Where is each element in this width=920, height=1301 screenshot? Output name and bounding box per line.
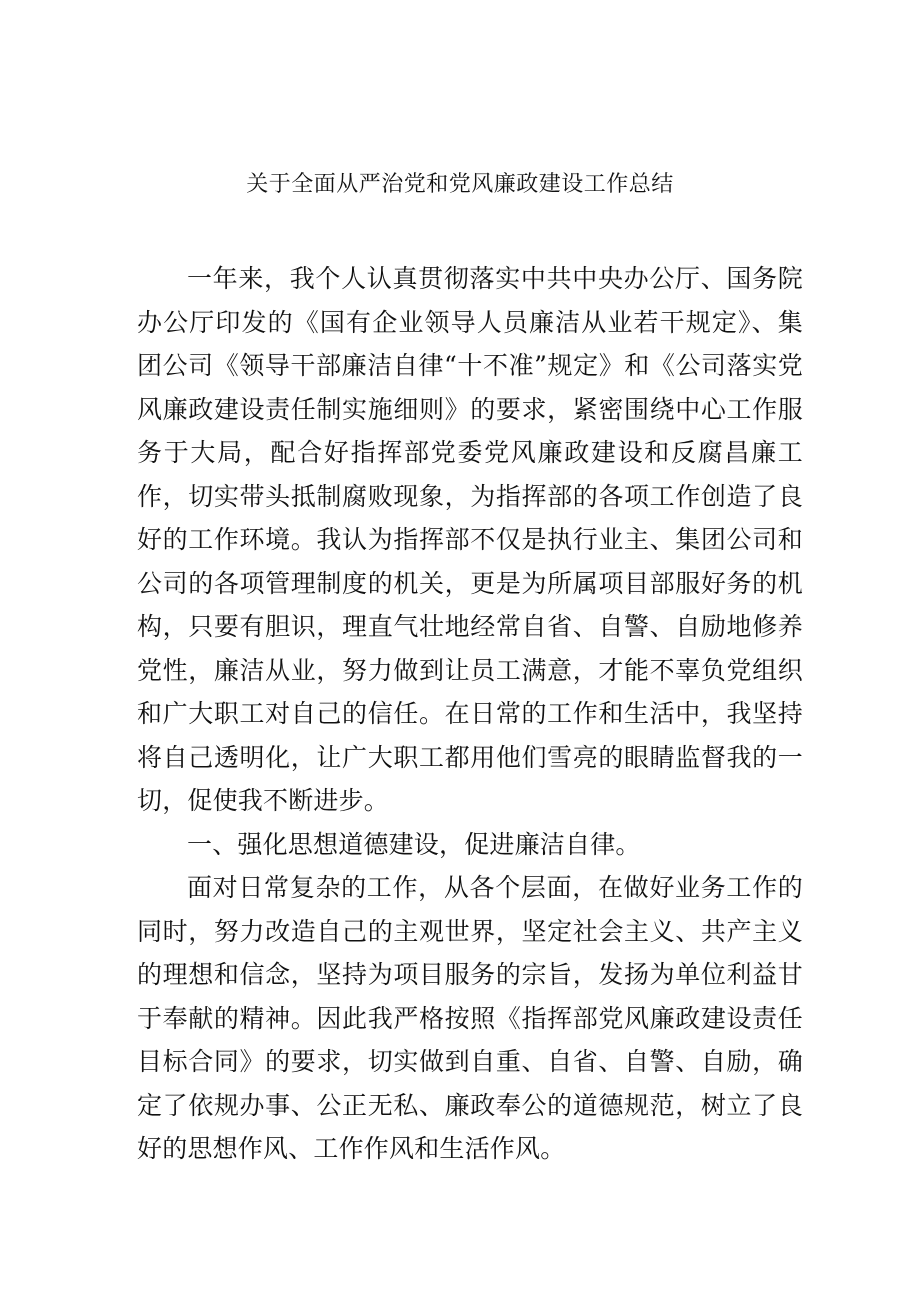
paragraph-section-1: 面对日常复杂的工作，从各个层面，在做好业务工作的同时，努力改造自己的主观世界，坚定社会主义、共产主义的理想和信念，坚持为项目服务的宗旨，发扬为单位利益甘于奉献的精神。因此我严格按照《指挥部党风廉政建设责任目标合同》的要求，切实做到自重、自省、自警、自励，确定了依规办事、公正无私、廉政奉公的道德规范，树立了良好的思想作风、工作作风和生活作风。 <box>137 873 803 1163</box>
document-body <box>137 257 803 1171</box>
document-title: 关于全面从严治党和党风廉政建设工作总结 <box>246 172 674 197</box>
section-heading-1: 一、强化思想道德建设，促进廉洁自律。 <box>187 829 641 859</box>
paragraph-intro: 一年来，我个人认真贯彻落实中共中央办公厅、国务院办公厅印发的《国有企业领导人员廉洁从业若干规定》、集团公司《领导干部廉洁自律“十不准”规定》和《公司落实党风廉政建设责任制实施细则》的要求，紧密围绕中心工作服务于大局，配合好指挥部党委党风廉政建设和反腐昌廉工作，切实带头抵制腐败现象，为指挥部的各项工作创造了良好的工作环境。我认为指挥部不仅是执行业主、集团公司和公司的各项管理制度的机关，更是为所属项目部服好务的机构，只要有胆识，理直气壮地经常自省、自警、自励地修养党性，廉洁从业，努力做到让员工满意，才能不辜负党组织和广大职工对自己的信任。在日常的工作和生活中，我坚持将自己透明化，让广大职工都用他们雪亮的眼睛监督我的一切，促使我不断进步。 <box>137 264 803 815</box>
